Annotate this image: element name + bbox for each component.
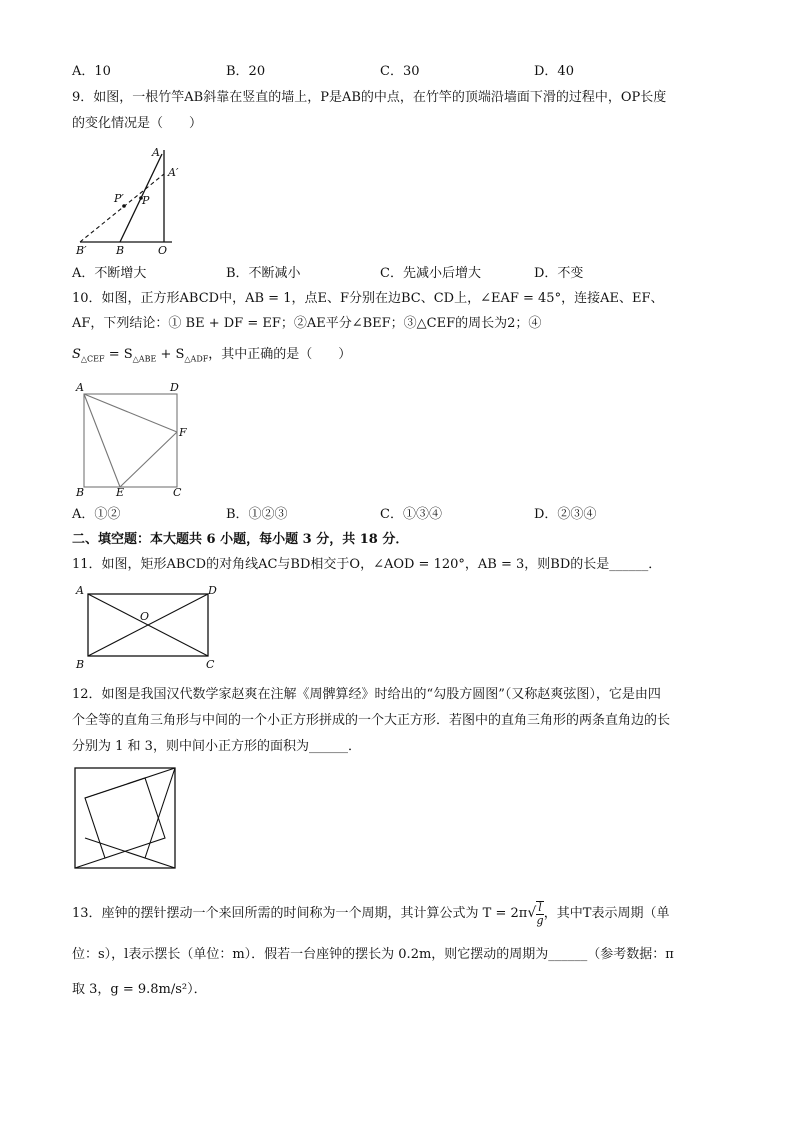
q10-label-e: E [116,486,125,499]
q10-s-1: S [72,347,81,362]
q8-option-b: B．20 [226,64,266,79]
q9-option-d: D．不变 [534,266,584,281]
q13-fraction [536,901,544,927]
q12-stem-line1: 12．如图是我国汉代数学家赵爽在注解《周髀算经》时给出的“勾股方圆图”（又称赵爽弦图），它是由四 [72,687,661,702]
q9-label-a: A [152,146,160,159]
q10-option-c: C．①③④ [380,507,442,522]
q12-stem-line2: 个全等的直角三角形与中间的一个小正方形拼成的一个大正方形．若图中的直角三角形的两条直角边的长 [72,713,671,728]
q10-option-a: A．①② [72,507,121,522]
q10-label-f: F [179,426,187,439]
q13-stem-line1 [72,898,669,929]
q9-option-c: C．先减小后增大 [380,266,481,281]
q13-frac-num: l [538,900,542,914]
q13-stem-line2: 位：s），l表示摆长（单位：m）．假若一台座钟的摆长为 0.2m，则它摆动的周期为______（参考数据：π [72,947,674,962]
q10-square-figure [72,380,192,498]
q10-stem-line2: AF，下列结论：① BE + DF = EF；②AE平分∠BEF；③△CEF的周长为2；④ [72,316,542,331]
q10-label-d: D [170,381,179,394]
section2-title: 二、填空题：本大题共 6 小题，每小题 3 分，共 18 分． [72,532,409,547]
q9-label-o: O [158,244,168,257]
q10-sub-abe: △ABE [132,354,157,364]
q9-option-b: B．不断减小 [226,266,301,281]
q10-option-d: D．②③④ [534,507,597,522]
q10-sub-adf: △ADF [184,354,209,364]
q12-stem-line3: 分别为 1 和 3，则中间小正方形的面积为______． [72,739,361,754]
q9-ladder-figure [72,140,192,258]
q11-stem: 11．如图，矩形ABCD的对角线AC与BD相交于O，∠AOD = 120°，AB = 3，则BD的长是______． [72,557,662,572]
q9-stem-line1: 9．如图，一根竹竿AB斜靠在竖直的墙上，P是AB的中点，在竹竿的顶端沿墙面下滑的过程中，OP长度 [72,90,667,105]
q13-text-a: 13．座钟的摆针摆动一个来回所需的时间称为一个周期，其计算公式为 T = 2π [72,906,528,921]
q11-label-b: B [76,658,85,671]
q10-sub-cef: △CEF [80,354,105,364]
q9-label-b-prime: B′ [76,244,87,257]
q13-stem-line3: 取 3，g = 9.8m/s²）． [72,982,207,997]
q8-option-a: A．10 [72,64,111,79]
q8-option-c: C．30 [380,64,420,79]
q10-eq: = S [104,347,133,362]
q9-label-p: P [142,194,150,207]
q9-label-a-prime: A′ [168,166,179,179]
q9-label-b: B [116,244,125,257]
q8-option-d: D．40 [534,64,574,79]
q11-label-c: C [206,658,215,671]
sqrt-icon: √ [527,905,537,921]
q10-label-c: C [173,486,182,499]
q13-text-b: ，其中T表示周期（单 [543,906,670,921]
q11-rectangle-figure [72,580,232,672]
q9-stem-line2: 的变化情况是（ ） [72,116,203,131]
q10-label-b: B [76,486,85,499]
q10-option-b: B．①②③ [226,507,288,522]
q10-stem-line1: 10．如图，正方形ABCD中，AB = 1，点E、F分别在边BC、CD上，∠EAF = 45°，连接AE、EF、 [72,291,664,306]
q11-label-d: D [208,584,217,597]
q9-option-a: A．不断增大 [72,266,147,281]
q10-plus: + S [156,347,185,362]
q9-label-p-prime: P′ [114,192,124,205]
q10-label-a: A [76,381,84,394]
q10-stem-line3 [72,345,351,370]
q10-tail: ，其中正确的是（ ） [208,347,352,362]
q11-label-a: A [76,584,84,597]
q13-frac-den: g [536,913,544,927]
q12-zhao-shuang-diagram [72,765,182,871]
q11-label-o: O [140,610,150,623]
